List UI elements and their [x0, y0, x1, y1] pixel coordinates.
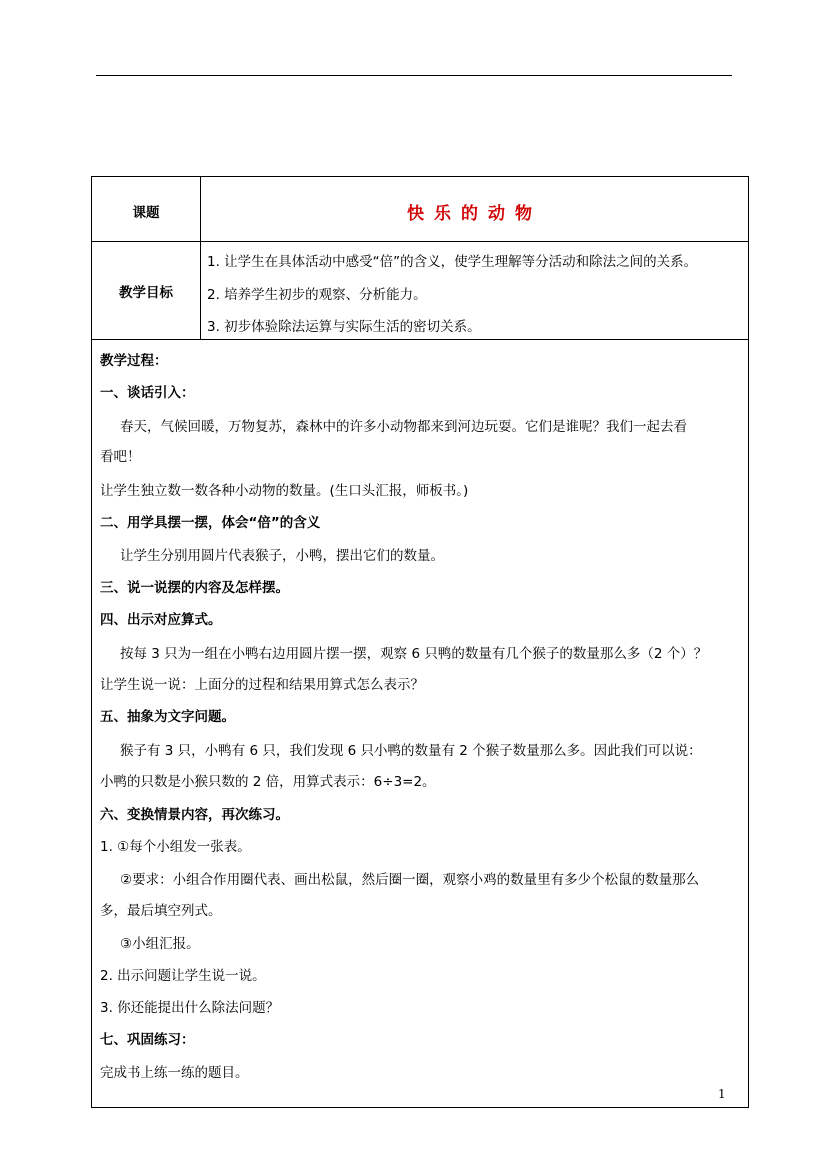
lesson-title-row	[92, 177, 748, 242]
lesson-label: 课题	[132, 205, 160, 221]
objective-item: 3. 初步体验除法运算与实际生活的密切关系。	[207, 319, 481, 335]
header-rule	[96, 75, 732, 76]
paragraph: 小鸭的只数是小猴只数的 2 倍，用算式表示：6÷3=2。	[100, 774, 436, 790]
paragraph: 让学生分别用圆片代表猴子，小鸭，摆出它们的数量。	[120, 548, 444, 564]
paragraph: 看吧！	[100, 449, 141, 465]
paragraph: 春天，气候回暖，万物复苏，森林中的许多小动物都来到河边玩耍。它们是谁呢？我们一起去看	[120, 419, 687, 435]
section-title: 六、变换情景内容，再次练习。	[100, 807, 289, 823]
lesson-plan-table	[91, 176, 749, 1108]
paragraph: 让学生说一说：上面分的过程和结果用算式怎么表示？	[100, 677, 424, 693]
lesson-title: 快乐的动物	[407, 204, 542, 224]
section-title: 一、谈话引入：	[100, 385, 195, 401]
list-item: ③小组汇报。	[120, 936, 200, 952]
section-title: 七、巩固练习：	[100, 1032, 195, 1048]
list-item: 1. ①每个小组发一张表。	[100, 839, 251, 855]
objective-item: 2. 培养学生初步的观察、分析能力。	[207, 287, 427, 303]
paragraph: 猴子有 3 只，小鸭有 6 只，我们发现 6 只小鸭的数量有 2 个猴子数量那么多。因此我们可以说：	[120, 743, 702, 759]
objectives-row	[92, 242, 748, 340]
objectives-label: 教学目标	[119, 285, 173, 301]
objective-item: 1. 让学生在具体活动中感受“倍”的含义，使学生理解等分活动和除法之间的关系。	[207, 254, 698, 270]
process-heading: 教学过程：	[100, 353, 168, 369]
list-item: 2. 出示问题让学生说一说。	[100, 968, 266, 984]
list-item: 3. 你还能提出什么除法问题？	[100, 1000, 280, 1016]
paragraph: 按每 3 只为一组在小鸭右边用圆片摆一摆，观察 6 只鸭的数量有几个猴子的数量那么多（2 个）？	[120, 646, 708, 662]
list-item: ②要求：小组合作用圈代表、画出松鼠，然后圈一圈，观察小鸡的数量里有多少个松鼠的数量那么	[120, 872, 700, 888]
paragraph: 完成书上练一练的题目。	[100, 1065, 249, 1081]
column-divider	[200, 242, 201, 339]
section-title: 三、说一说摆的内容及怎样摆。	[100, 580, 289, 596]
section-title: 二、用学具摆一摆，体会“倍”的含义	[100, 515, 321, 531]
list-item: 多，最后填空列式。	[100, 903, 222, 919]
section-title: 五、抽象为文字问题。	[100, 709, 235, 725]
paragraph: 让学生独立数一数各种小动物的数量。(生口头汇报，师板书。)	[100, 483, 469, 499]
section-title: 四、出示对应算式。	[100, 612, 222, 628]
page-number: 1	[718, 1087, 726, 1101]
